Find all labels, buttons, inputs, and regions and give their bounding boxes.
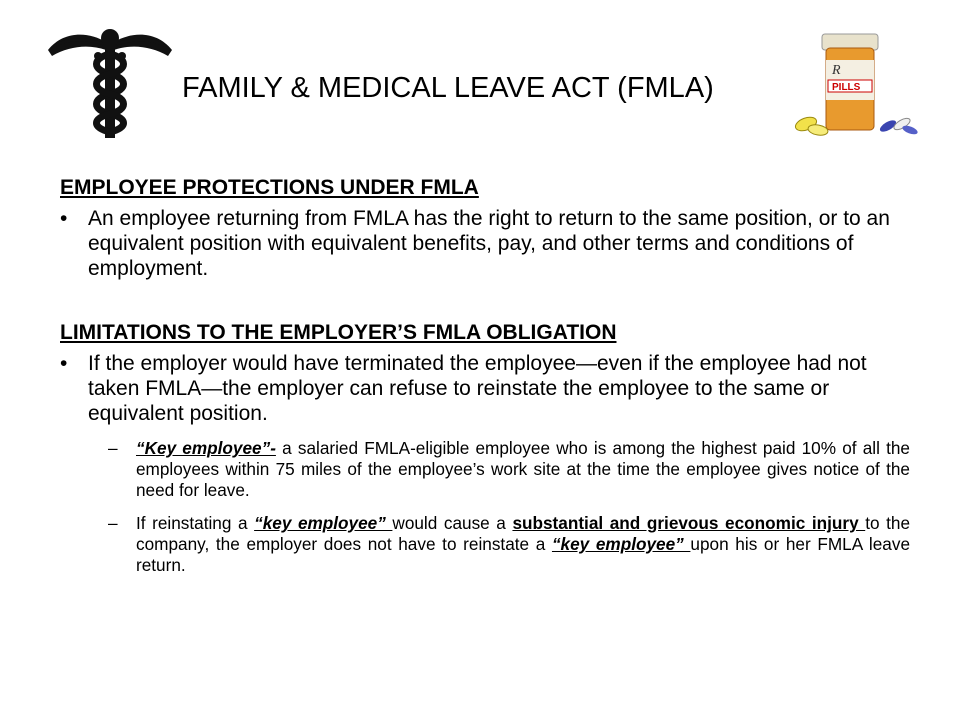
sub-bullet-text: If reinstating a — [136, 513, 255, 533]
dash-symbol: – — [108, 438, 118, 458]
caduceus-icon — [44, 20, 176, 142]
bullet-symbol: • — [60, 207, 68, 230]
sub-bullet-text: upon his or her FMLA leave return. — [136, 534, 910, 575]
bullet-termination — [60, 351, 910, 426]
bullet-symbol: • — [60, 352, 68, 375]
page-title: FAMILY & MEDICAL LEAVE ACT (FMLA) — [182, 72, 714, 104]
rx-label: R — [832, 63, 841, 78]
sub-bullet-text: a salaried FMLA-eligible employee who is among the highest paid 10% of all the employees within 75 miles of the employee’s work site at the time the employee gives notice of the need for leave. — [136, 438, 910, 500]
sub-bullet-text: would cause a — [392, 513, 513, 533]
bullet-text: An employee returning from FMLA has the right to return to the same position, or to an equivalent position with equivalent benefits, pay, and other terms and conditions of employment. — [88, 207, 890, 280]
sub-bullet-economic-injury — [60, 513, 910, 576]
key-employee-term: “Key employee”- — [136, 438, 276, 458]
key-employee-term: “key employee” — [254, 513, 393, 533]
slide-content — [60, 174, 910, 576]
bullet-return-rights — [60, 206, 910, 281]
pills-label: PILLS — [832, 82, 861, 93]
sub-bullet-text: to the company, the employer does not have to reinstate a — [136, 513, 911, 554]
sub-bullet-key-employee-definition — [60, 438, 910, 501]
economic-injury-term: substantial and grievous economic injury — [512, 513, 866, 533]
key-employee-term: “key employee” — [551, 534, 691, 554]
pill-bottle-icon — [792, 30, 920, 142]
section-heading-protections: EMPLOYEE PROTECTIONS UNDER FMLA — [60, 176, 479, 199]
bullet-text: If the employer would have terminated the employee—even if the employee had not taken FMLA—the employer can refuse to reinstate the employee to the same or equivalent position. — [88, 352, 867, 425]
dash-symbol: – — [108, 513, 118, 533]
section-heading-limitations: LIMITATIONS TO THE EMPLOYER’S FMLA OBLIGATION — [60, 321, 617, 344]
